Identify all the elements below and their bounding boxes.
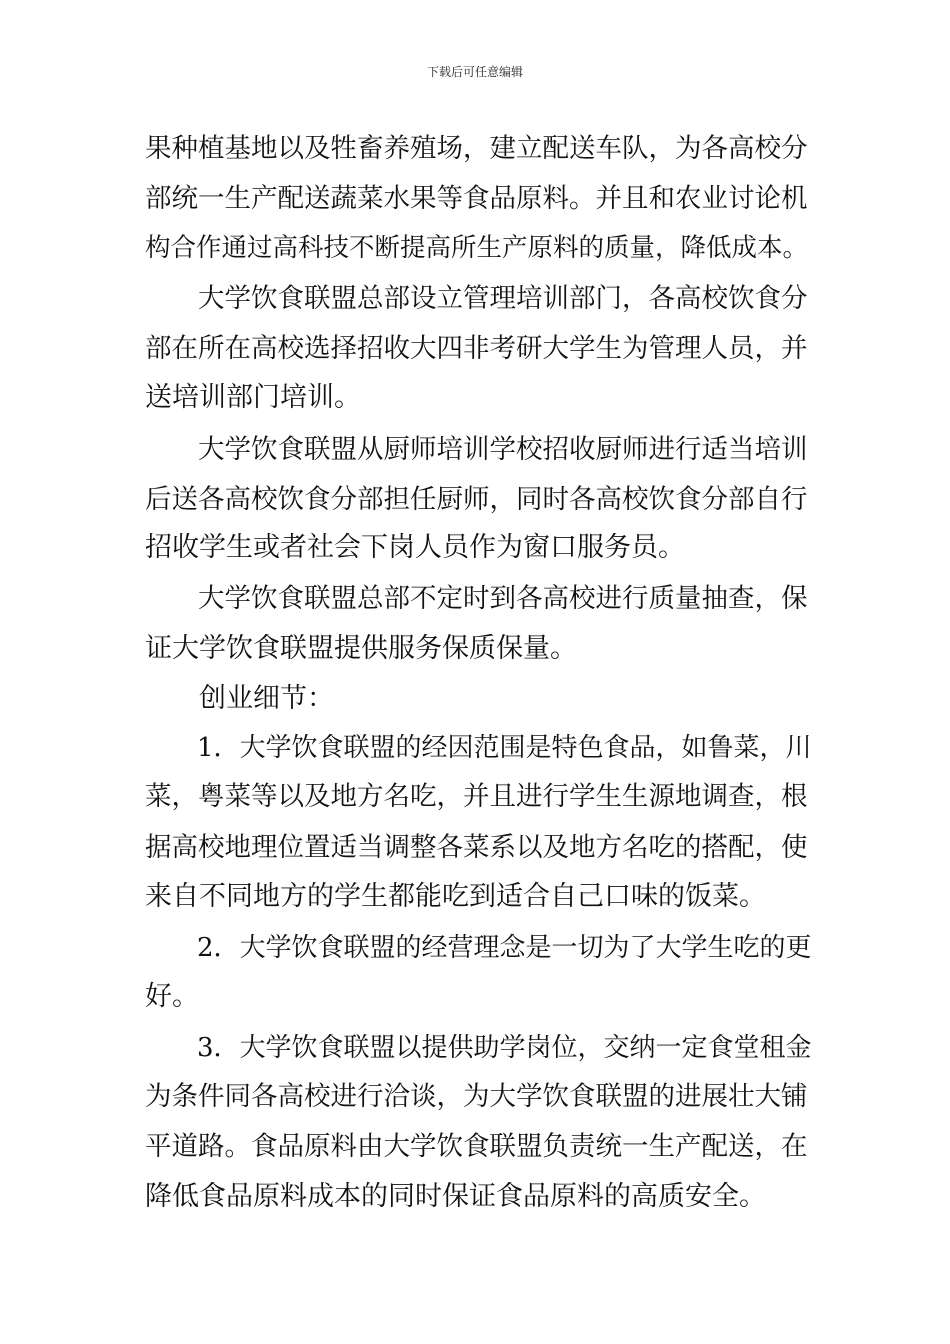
text-line: 据高校地理位置适当调整各菜系以及地方名吃的搭配，使: [145, 832, 808, 863]
text-line: 送培训部门培训。: [145, 382, 361, 413]
text-line: 大学饮食联盟总部不定时到各高校进行质量抽查，保: [145, 583, 808, 614]
text-line: 大学饮食联盟总部设立管理培训部门，各高校饮食分: [145, 283, 808, 314]
text-line: 平道路。食品原料由大学饮食联盟负责统一生产配送，在: [145, 1131, 808, 1162]
text-line: 创业细节：: [145, 683, 334, 714]
text-line: 3．大学饮食联盟以提供助学岗位，交纳一定食堂租金: [145, 1033, 812, 1063]
text-line: 降低食品原料成本的同时保证食品原料的高质安全。: [145, 1181, 766, 1212]
text-line: 后送各高校饮食分部担任厨师，同时各高校饮食分部自行: [145, 484, 808, 515]
text-line: 1．大学饮食联盟的经因范围是特色食品，如鲁菜，川: [145, 733, 812, 763]
text-line: 来自不同地方的学生都能吃到适合自己口味的饭菜。: [145, 881, 766, 912]
text-line: 2．大学饮食联盟的经营理念是一切为了大学生吃的更: [145, 933, 812, 963]
text-line: 部在所在高校选择招收大四非考研大学生为管理人员，并: [145, 333, 808, 364]
text-line: 为条件同各高校进行洽谈，为大学饮食联盟的进展壮大铺: [145, 1081, 808, 1112]
text-line: 构合作通过高科技不断提高所生产原料的质量，降低成本。: [145, 233, 809, 263]
text-line: 菜，粤菜等以及地方名吃，并且进行学生生源地调查，根: [145, 781, 808, 812]
text-line: 果种植基地以及牲畜养殖场，建立配送车队，为各高校分: [145, 133, 808, 164]
text-line: 招收学生或者社会下岗人员作为窗口服务员。: [145, 532, 685, 563]
text-line: 好。: [145, 981, 199, 1012]
text-line: 证大学饮食联盟提供服务保质保量。: [145, 633, 577, 664]
page-header: 下载后可任意编辑: [426, 65, 523, 79]
text-line: 大学饮食联盟从厨师培训学校招收厨师进行适当培训: [145, 434, 808, 465]
text-line: 部统一生产配送蔬菜水果等食品原料。并且和农业讨论机: [145, 183, 808, 214]
